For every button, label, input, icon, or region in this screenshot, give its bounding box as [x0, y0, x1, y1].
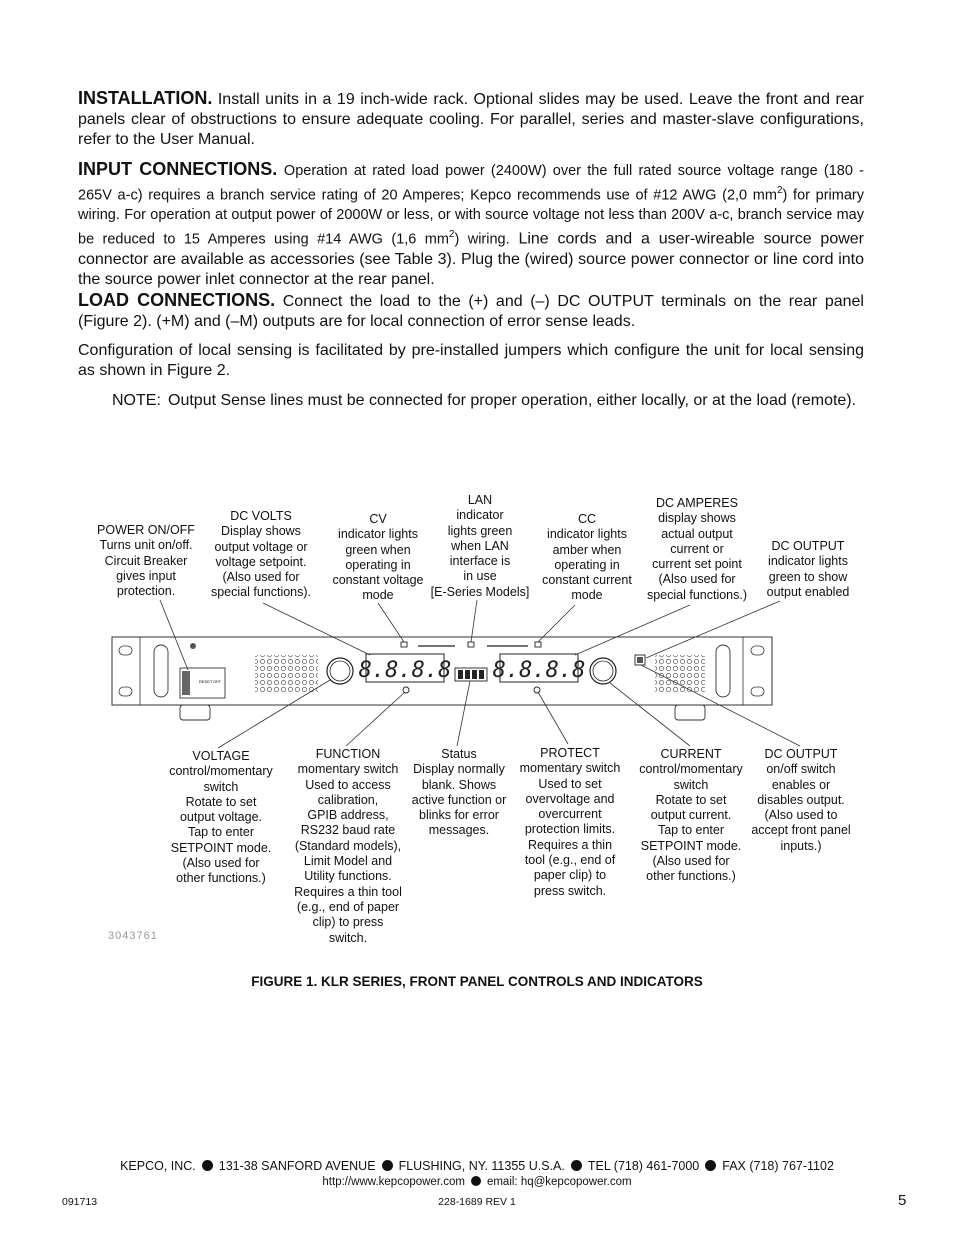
footer-address: 131-38 SANFORD AVENUE — [218, 1159, 376, 1173]
rack-slot-left-top — [119, 646, 132, 655]
callout-dc-output-switch: DC OUTPUT on/off switch enables or disables output. (Also used to accept front panel inputs.) — [751, 747, 851, 853]
handle-right — [716, 645, 730, 697]
lan-led — [468, 642, 474, 647]
footer-tel: TEL (718) 461-7000 — [587, 1159, 700, 1173]
load-connections-text: Connect the load to the (+) and (–) DC OUTPUT terminals on the rear panel (Figure 2). (+M) and (–M) outputs are for local connection of error sense leads. — [78, 293, 864, 330]
vent-right — [655, 655, 705, 693]
protect-switch — [534, 687, 540, 693]
screw — [190, 643, 196, 649]
superscript-1: 2 — [776, 185, 783, 196]
installation-heading: INSTALLATION. — [78, 88, 213, 108]
callout-protect-switch: PROTECT momentary switch Used to set overvoltage and overcurrent protection limits. Requires a thin tool (e.g., end of paper clip) to press switch. — [519, 746, 621, 898]
bullet-icon — [202, 1160, 213, 1171]
callout-current-control: CURRENT control/momentary switch Rotate to set output current. Tap to enter SETPOINT mode. (Also used for other functions.) — [639, 747, 743, 884]
volts-display-digits: 8.8.8.8 — [358, 658, 452, 683]
doc-revision: 228-1689 REV 1 — [438, 1196, 516, 1208]
callout-function-switch: FUNCTION momentary switch Used to access calibration, GPIB address, RS232 baud rate (Standard models), Limit Model and Utility functions. Requires a thin tool (e.g., end of paper clip) to press switch. — [294, 747, 402, 945]
footer-email[interactable]: email: hq@kepcopower.com — [486, 1176, 632, 1188]
local-sensing-paragraph: Configuration of local sensing is facilitated by pre-installed jumpers which configure the unit for local sensing as shown in Figure 2. — [78, 342, 864, 379]
callout-cv-indicator: CV indicator lights green when operating in constant voltage mode — [332, 512, 424, 603]
footer-company: KEPCO, INC. — [120, 1159, 196, 1173]
foot-left — [180, 705, 210, 720]
callout-status-display: Status Display normally blank. Shows active function or blinks for error messages. — [411, 747, 507, 838]
voltage-knob — [327, 658, 353, 684]
handle-left — [154, 645, 168, 697]
figure-caption: FIGURE 1. KLR SERIES, FRONT PANEL CONTROLS AND INDICATORS — [251, 974, 703, 989]
bullet-icon — [471, 1176, 481, 1186]
drawing-id: 3043761 — [108, 930, 158, 942]
input-text-1: Operation at rated load power (2400W) over the full rated source voltage range (180 - 265V a-c) requires a branch service rating of 20 Amperes; Kepco recommends use of #12 AWG (2,0 mm — [78, 163, 864, 204]
page-number: 5 — [898, 1192, 907, 1209]
footer-web-link[interactable]: http://www.kepcopower.com — [322, 1176, 465, 1188]
breaker-toggle — [182, 671, 190, 695]
input-text-3: ) wiring. — [454, 231, 510, 248]
bullet-icon — [382, 1160, 393, 1171]
doc-date: 091713 — [62, 1196, 98, 1208]
superscript-2: 2 — [448, 229, 455, 241]
callout-dc-output-indicator: DC OUTPUT indicator lights green to show output enabled — [766, 539, 850, 599]
input-text-normal: Line cords and a user-wireable source power connector are available as accessories (see Table 3). Plug the (wired) source power connector or line cord into the source power inlet connector at the rear panel. — [78, 230, 864, 288]
footer-web-line — [0, 1176, 954, 1188]
rack-slot-right-top — [751, 646, 764, 655]
callout-dc-amperes: DC AMPERES display shows actual output current or current set point (Also used for special functions.) — [646, 496, 748, 602]
input-text-2: ) for primary wiring. For operation at output power of 2000W or less, or with source voltage not less than 200V a-c, branch service may be reduced to 15 Amperes using #14 AWG (1,6 mm — [78, 187, 864, 248]
callout-power-on-off: POWER ON/OFF Turns unit on/off. Circuit Breaker gives input protection. — [97, 523, 195, 599]
callout-dc-volts: DC VOLTS Display shows output voltage or voltage setpoint. (Also used for special functions). — [210, 509, 312, 600]
callout-lan-indicator: LAN indicator lights green when LAN interface is in use [E-Series Models] — [430, 493, 530, 599]
bullet-icon — [571, 1160, 582, 1171]
current-knob — [590, 658, 616, 684]
input-connections-heading: INPUT CONNECTIONS. — [78, 159, 278, 179]
foot-right — [675, 705, 705, 720]
footer-fax: FAX (718) 767-1102 — [722, 1159, 834, 1173]
note-label: NOTE: — [112, 392, 161, 409]
breaker-label-off: OFF — [213, 679, 221, 684]
footer-city: FLUSHING, NY. 11355 U.S.A. — [398, 1159, 565, 1173]
cc-led — [535, 642, 541, 647]
footer-address-line — [0, 1159, 954, 1173]
function-switch — [403, 687, 409, 693]
amps-display-digits: 8.8.8.8 — [492, 658, 586, 683]
callout-cc-indicator: CC indicator lights amber when operating in constant current mode — [542, 512, 632, 603]
cv-led — [401, 642, 407, 647]
installation-text: Install units in a 19 inch-wide rack. Optional slides may be used. Leave the front and rear panels clear of obstructions to ensure adequate cooling. For parallel, series and master-slave configurations, refer to the User Manual. — [78, 91, 864, 148]
rack-slot-left-bottom — [119, 687, 132, 696]
breaker-label-reset: RESET — [199, 679, 213, 684]
callout-voltage-control: VOLTAGE control/momentary switch Rotate to set output voltage. Tap to enter SETPOINT mode. (Also used for other functions.) — [169, 749, 273, 886]
bullet-icon — [705, 1160, 716, 1171]
load-connections-heading: LOAD CONNECTIONS. — [78, 290, 276, 310]
note-text: Output Sense lines must be connected for proper operation, either locally, or at the load (remote). — [168, 392, 857, 409]
rack-slot-right-bottom — [751, 687, 764, 696]
vent-left — [255, 655, 318, 693]
